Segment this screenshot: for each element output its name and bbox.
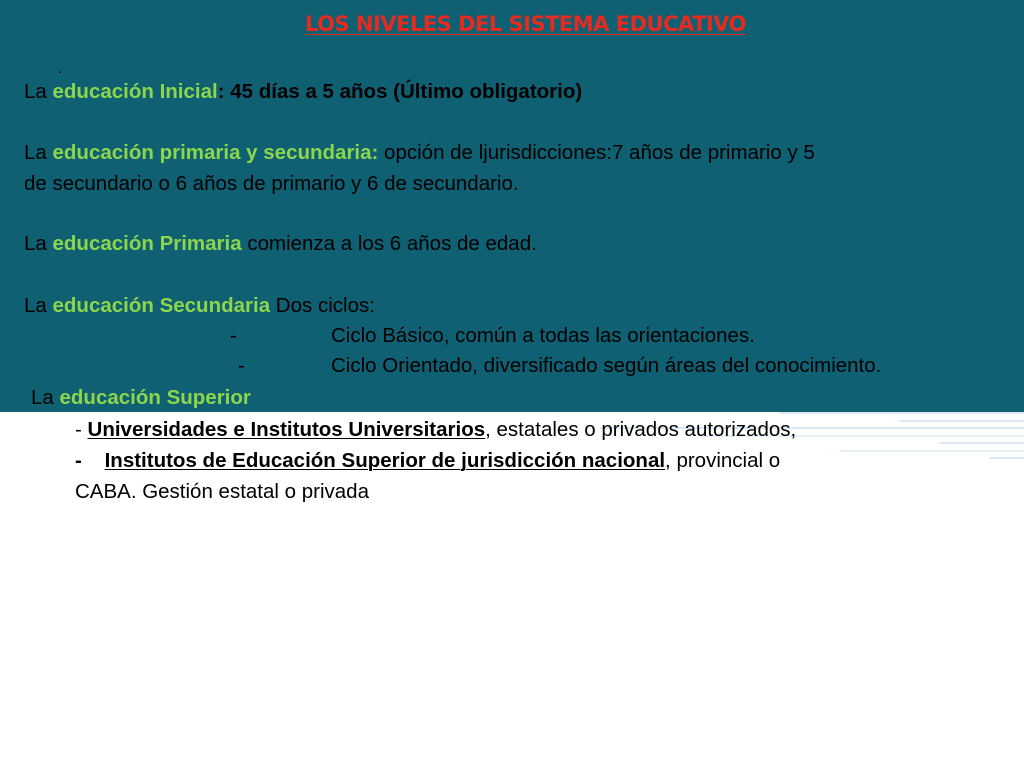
superior-line — [31, 383, 251, 413]
inicial-detail: : 45 días a 5 años (Último obligatorio) — [217, 80, 583, 103]
prim-sec-term: educación primaria y secundaria: — [52, 141, 379, 164]
prim-sec-text-2: de secundario o 6 años de primario y 6 de secundario. — [24, 172, 519, 195]
cycle-text-2: Ciclo Orientado, diversificado según áreas del conocimiento. — [331, 354, 882, 377]
prim-sec-line-2 — [24, 169, 519, 199]
superior-item-2-rest: , provincial o — [665, 449, 781, 472]
superior-continuation: CABA. Gestión estatal o privada — [75, 480, 369, 503]
secundaria-term: educación Secundaria — [52, 294, 271, 317]
primaria-text: comienza a los 6 años de edad. — [241, 232, 537, 255]
superior-item-2-strong: Institutos de Educación Superior de jurisdicción nacional — [104, 449, 666, 472]
superior-item-1-dash: - — [75, 418, 88, 441]
secundaria-line — [24, 291, 375, 321]
secundaria-prefix: La — [24, 294, 53, 317]
inicial-line — [24, 77, 582, 107]
superior-item-2 — [75, 446, 780, 476]
primaria-line — [24, 229, 537, 259]
secundaria-text: Dos ciclos: — [270, 294, 375, 317]
inicial-prefix: La — [24, 80, 53, 103]
decorative-stripe — [780, 412, 1024, 414]
inicial-term: educación Inicial — [52, 80, 218, 103]
prim-sec-text-1: opción de ljurisdicciones:7 años de primario y 5 — [378, 141, 815, 164]
bullet-dot: . — [58, 60, 62, 76]
superior-item-2-dash: - — [75, 449, 105, 472]
decorative-stripe — [840, 450, 1024, 452]
prim-sec-prefix: La — [24, 141, 53, 164]
cycle-dash-1: - — [230, 324, 237, 347]
prim-sec-line-1 — [24, 138, 815, 168]
primaria-prefix: La — [24, 232, 53, 255]
primaria-term: educación Primaria — [52, 232, 242, 255]
superior-item-1-rest: , estatales o privados autorizados, — [485, 418, 797, 441]
decorative-stripe — [900, 420, 1024, 422]
superior-prefix: La — [31, 386, 60, 409]
superior-item-1 — [75, 415, 796, 445]
decorative-stripe — [990, 457, 1024, 459]
decorative-stripe — [940, 442, 1024, 444]
superior-item-1-strong: Universidades e Institutos Universitarios — [87, 418, 486, 441]
cycle-dash-2: - — [238, 354, 245, 377]
superior-term: educación Superior — [59, 386, 251, 409]
slide-title: LOS NIVELES DEL SISTEMA EDUCATIVO — [305, 12, 746, 36]
cycle-text-1: Ciclo Básico, común a todas las orientaciones. — [331, 324, 755, 347]
